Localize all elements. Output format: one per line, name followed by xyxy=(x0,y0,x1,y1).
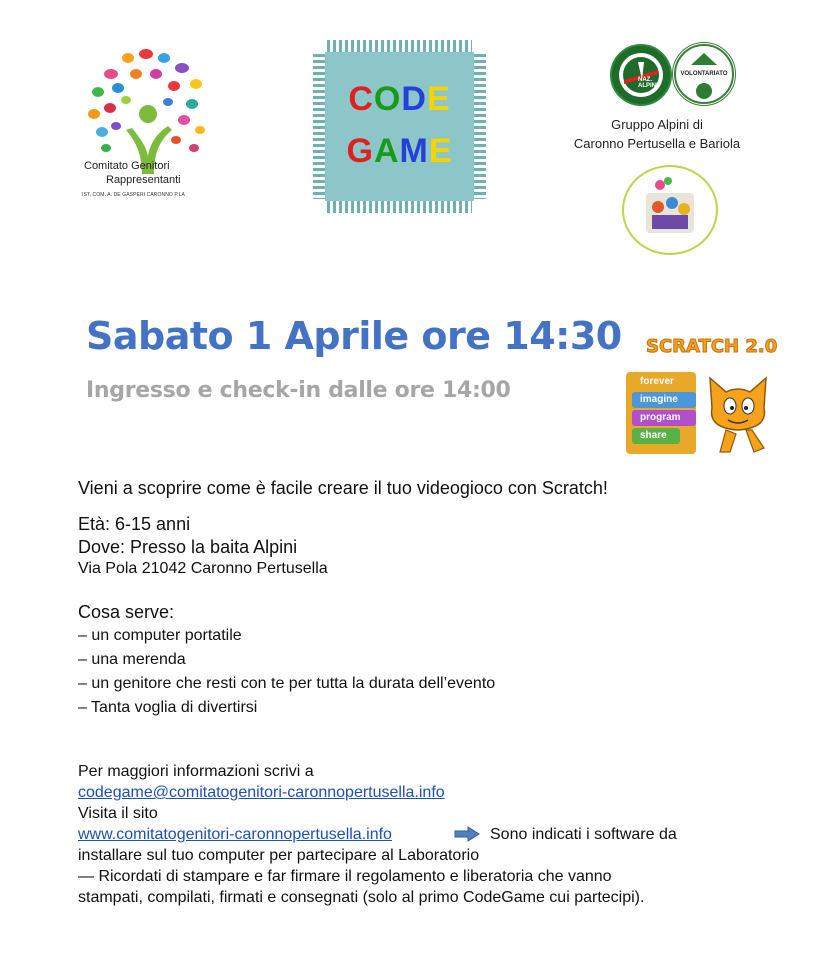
alpini-caption-line2: Caronno Pertusella e Bariola xyxy=(573,136,741,151)
chip-pins-right xyxy=(474,54,486,199)
comitato-logo-line2: Rappresentanti xyxy=(106,174,181,186)
code-game-letter: E xyxy=(426,80,451,118)
ana-badge-text: NAZ. ALPINI xyxy=(638,77,658,89)
code-game-letter: O xyxy=(373,80,402,118)
scratch-block-forever: forever xyxy=(632,374,696,390)
scratch-cat-icon xyxy=(702,368,774,458)
scratch-title: SCRATCH 2.0 xyxy=(646,336,778,357)
visit-label: Visita il sito xyxy=(78,805,158,822)
code-game-line1 xyxy=(325,80,474,119)
code-game-letter: E xyxy=(428,132,453,170)
needs-item: – una merenda xyxy=(78,651,186,668)
intro-text: Vieni a scoprire come è facile creare il tuo videogioco con Scratch! xyxy=(78,478,608,498)
code-word-colored xyxy=(348,80,450,118)
chip-pins-left xyxy=(313,54,325,199)
needs-title: Cosa serve: xyxy=(78,602,175,622)
code-game-letter: G xyxy=(346,132,374,170)
website-link[interactable]: www.comitatogenitori-caronnopertusella.info xyxy=(78,826,392,843)
email-link[interactable]: codegame@comitatogenitori-caronnopertusella.info xyxy=(78,784,445,801)
website-note-continued: installare sul tuo computer per partecipare al Laboratorio xyxy=(78,847,480,864)
scratch-logo xyxy=(626,330,776,460)
chip-pins-top xyxy=(327,40,472,52)
comitato-logo-line1: Comitato Genitori xyxy=(84,160,170,172)
needs-item: – Tanta voglia di divertirsi xyxy=(78,699,258,716)
chip-pins-bottom xyxy=(327,201,472,213)
comitato-genitori-logo xyxy=(76,44,221,204)
scratch-block-imagine: imagine xyxy=(632,392,696,408)
reminder-line1: — Ricordati di stampare e far firmare il regolamento e liberatoria che vanno xyxy=(78,868,612,885)
code-game-letter: A xyxy=(373,132,400,170)
website-note: Sono indicati i software da xyxy=(490,826,677,843)
chip-body xyxy=(325,52,474,201)
scratch-block-share: share xyxy=(632,428,680,444)
location-text: Dove: Presso la baita Alpini xyxy=(78,537,298,557)
volontariato-badge-icon xyxy=(672,42,736,106)
comitato-logo-line3: IST. COM. A. DE GASPERI CARONNO P.LA xyxy=(82,192,185,198)
arrow-right-icon xyxy=(454,826,480,842)
event-headline: Sabato 1 Aprile ore 14:30 xyxy=(86,314,622,358)
info-label: Per maggiori informazioni scrivi a xyxy=(78,763,314,780)
scratch-block-program: program xyxy=(632,410,696,426)
code-game-logo xyxy=(313,40,486,213)
age-text: Età: 6-15 anni xyxy=(78,514,191,534)
address-text: Via Pola 21042 Caronno Pertusella xyxy=(78,560,328,577)
event-subheadline: Ingresso e check-in dalle ore 14:00 xyxy=(86,378,511,403)
kids-group-badge-icon xyxy=(622,165,718,255)
volontariato-badge-text: VOLONTARIATO xyxy=(680,71,728,77)
alpini-caption-line1: Gruppo Alpini di xyxy=(611,117,703,132)
code-game-letter: C xyxy=(348,80,374,118)
needs-item: – un genitore che resti con te per tutta la durata dell’evento xyxy=(78,675,496,692)
needs-item: – un computer portatile xyxy=(78,627,242,644)
code-game-letter: D xyxy=(401,80,427,118)
reminder-line2: stampati, compilati, firmati e consegnati (solo al primo CodeGame cui partecipi). xyxy=(78,889,645,906)
ana-badge-icon xyxy=(610,44,672,106)
code-game-letter: M xyxy=(399,132,429,170)
game-word-colored xyxy=(346,132,452,170)
code-game-line2 xyxy=(325,132,474,171)
